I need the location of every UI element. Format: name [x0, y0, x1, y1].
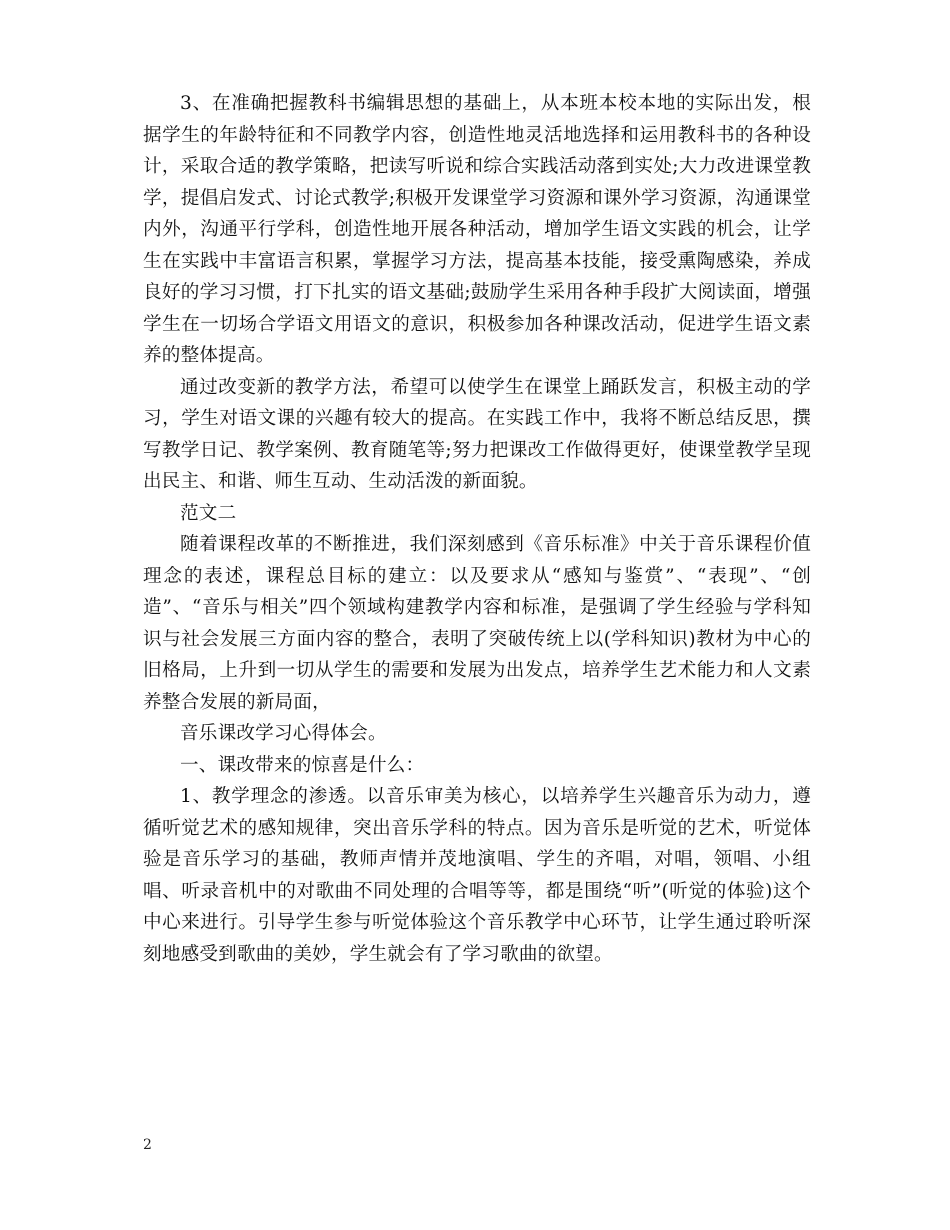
paragraph-teaching-concept: 1、教学理念的渗透。以音乐审美为核心，以培养学生兴趣音乐为动力，遵循听觉艺术的感知规律，突出音乐学科的特点。因为音乐是听觉的艺术，听觉体验是音乐学习的基础，教师声情并茂地演唱、学生的齐唱，对唱，领唱、小组唱、听录音机中的对歌曲不同处理的合唱等等，都是围绕“听”(听觉的体验)这个中心来进行。引导学生参与听觉体验这个音乐教学中心环节，让学生通过聆听深刻地感受到歌曲的美妙，学生就会有了学习歌曲的欲望。 — [143, 786, 811, 965]
paragraph-music-reform-title: 音乐课改学习心得体会。 — [180, 723, 387, 744]
paragraph-music-standard: 随着课程改革的不断推进，我们深刻感到《音乐标准》中关于音乐课程价值理念的表述，课程总目标的建立：以及要求从“感知与鉴赏”、“表现”、“创造”、“音乐与相关”四个领域构建教学内容和标准，是强调了学生经验与学科知识与社会发展三方面内容的整合，表明了突破传统上以(学科知识)教材为中心的旧格局，上升到一切从学生的需要和发展为出发点，培养学生艺术能力和人文素养整合发展的新局面， — [143, 534, 811, 713]
page-number: 2 — [143, 1137, 152, 1153]
paragraph-teaching-methods: 通过改变新的教学方法，希望可以使学生在课堂上踊跃发言，积极主动的学习，学生对语文课的兴趣有较大的提高。在实践工作中，我将不断总结反思，撰写教学日记、教学案例、教育随笔等;努力把课改工作做得更好，使课堂教学呈现出民主、和谐、师生互动、生动活泼的新面貌。 — [143, 376, 811, 492]
document-body — [143, 88, 811, 970]
section-heading-sample-two: 范文二 — [180, 502, 237, 524]
heading-reform-surprise: 一、课改带来的惊喜是什么： — [180, 754, 425, 776]
paragraph-teaching-strategy: 3、在准确把握教科书编辑思想的基础上，从本班本校本地的实际出发，根据学生的年龄特征和不同教学内容，创造性地灵活地选择和运用教科书的各种设计，采取合适的教学策略，把读写听说和综合实践活动落到实处;大力改进课堂教学，提倡启发式、讨论式教学;积极开发课堂学习资源和课外学习资源，沟通课堂内外，沟通平行学科，创造性地开展各种活动，增加学生语文实践的机会，让学生在实践中丰富语言积累，掌握学习方法，提高基本技能，接受熏陶感染，养成良好的学习习惯，打下扎实的语文基础;鼓励学生采用各种手段扩大阅读面，增强学生在一切场合学语文用语文的意识，积极参加各种课改活动，促进学生语文素养的整体提高。 — [143, 93, 811, 366]
